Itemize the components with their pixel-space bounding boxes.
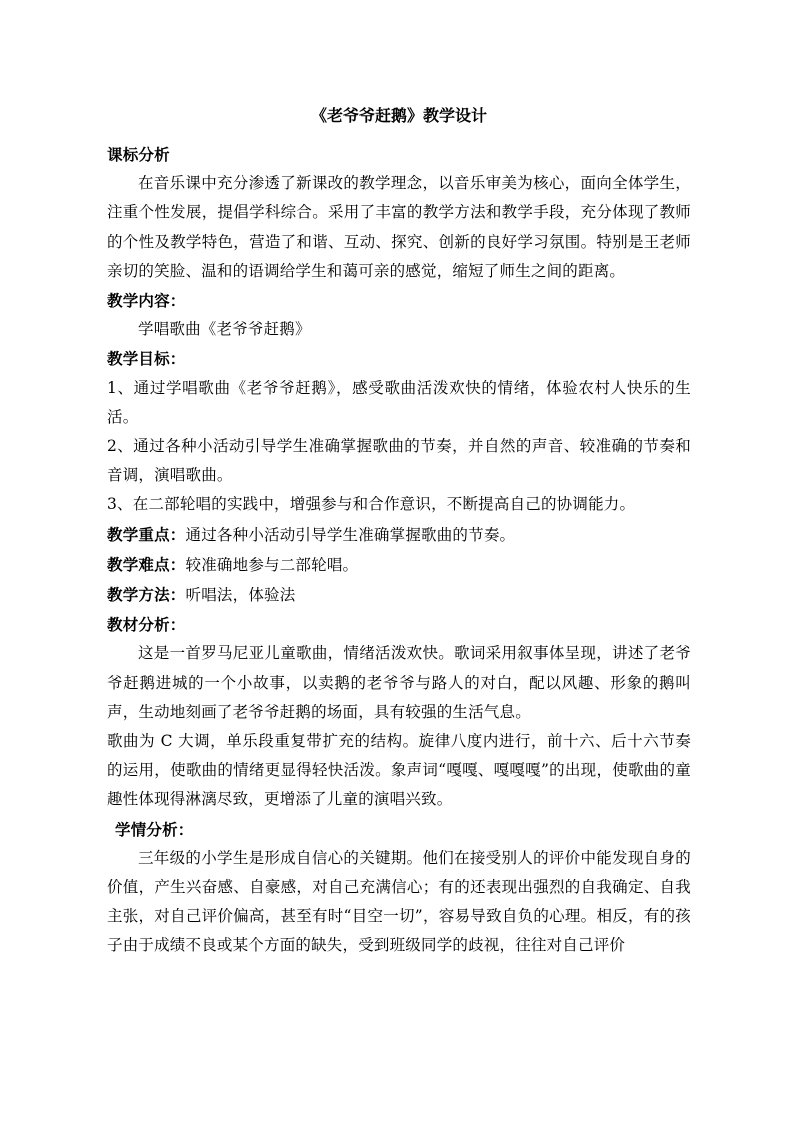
key-points-line bbox=[107, 520, 691, 550]
methods-text: 听唱法，体验法 bbox=[185, 586, 296, 605]
curriculum-heading: 课标分析 bbox=[107, 145, 170, 164]
goal-item-2: 2、通过各种小活动引导学生准确掌握歌曲的节奏，并自然的声音、较准确的节奏和音调，演唱歌曲。 bbox=[107, 437, 691, 485]
content-paragraph: 学唱歌曲《老爷爷赶鹅》 bbox=[138, 320, 311, 339]
students-paragraph: 三年级的小学生是形成自信心的关键期。他们在接受别人的评价中能发现自身的价值，产生兴奋感、自豪感，对自己充满信心；有的还表现出强烈的自我确定、自我主张，对自己评价偏高，甚至有时“目空一切”，容易导致自负的心理。相反，有的孩子由于成绩不良或某个方面的缺失，受到班级同学的歧视，往往对自己评价 bbox=[107, 848, 691, 955]
difficulties-text: 较准确地参与二部轮唱。 bbox=[185, 555, 359, 574]
content-heading: 教学内容： bbox=[107, 291, 186, 311]
material-heading: 教材分析： bbox=[107, 615, 186, 635]
document-body bbox=[107, 140, 691, 961]
document-title: 《老爷爷赶鹅》教学设计 bbox=[310, 106, 487, 125]
material-paragraph-2: 歌曲为 C 大调，单乐段重复带扩充的结构。旋律八度内进行，前十六、后十六节奏的运用，使歌曲的情绪更显得轻快活泼。象声词“嘎嘎、嘎嘎嘎”的出现，使歌曲的童趣性体现得淋漓尽致，更增添了儿童的演唱兴致。 bbox=[107, 732, 691, 809]
methods-label: 教学方法： bbox=[107, 585, 186, 605]
goal-item-1: 1、通过学唱歌曲《老爷爷赶鹅》，感受歌曲活泼欢快的情绪，体验农村人快乐的生活。 bbox=[107, 378, 691, 426]
methods-line bbox=[107, 580, 691, 610]
difficulties-label: 教学难点： bbox=[107, 554, 186, 574]
key-points-text: 通过各种小活动引导学生准确掌握歌曲的节奏。 bbox=[185, 525, 516, 544]
key-points-label: 教学重点： bbox=[107, 524, 186, 544]
students-heading: 学情分析： bbox=[115, 819, 194, 839]
curriculum-paragraph: 在音乐课中充分渗透了新课改的教学理念，以音乐审美为核心，面向全体学生，注重个性发展，提倡学科综合。采用了丰富的教学方法和教学手段，充分体现了教师的个性及教学特色，营造了和谐、互动、探究、创新的良好学习氛围。特别是王老师亲切的笑脸、温和的语调给学生和蔼可亲的感觉，缩短了师生之间的距离。 bbox=[107, 174, 691, 280]
difficulties-line bbox=[107, 550, 691, 580]
goal-item-3: 3、在二部轮唱的实践中，增强参与和合作意识，不断提高自己的协调能力。 bbox=[107, 495, 636, 514]
goals-heading: 教学目标： bbox=[107, 349, 186, 369]
material-paragraph-1: 这是一首罗马尼亚儿童歌曲，情绪活泼欢快。歌词采用叙事体呈现，讲述了老爷爷赶鹅进城的一个小故事，以卖鹅的老爷爷与路人的对白，配以风趣、形象的鹅叫声，生动地刻画了老爷爷赶鹅的场面，具有较强的生活气息。 bbox=[107, 644, 691, 721]
